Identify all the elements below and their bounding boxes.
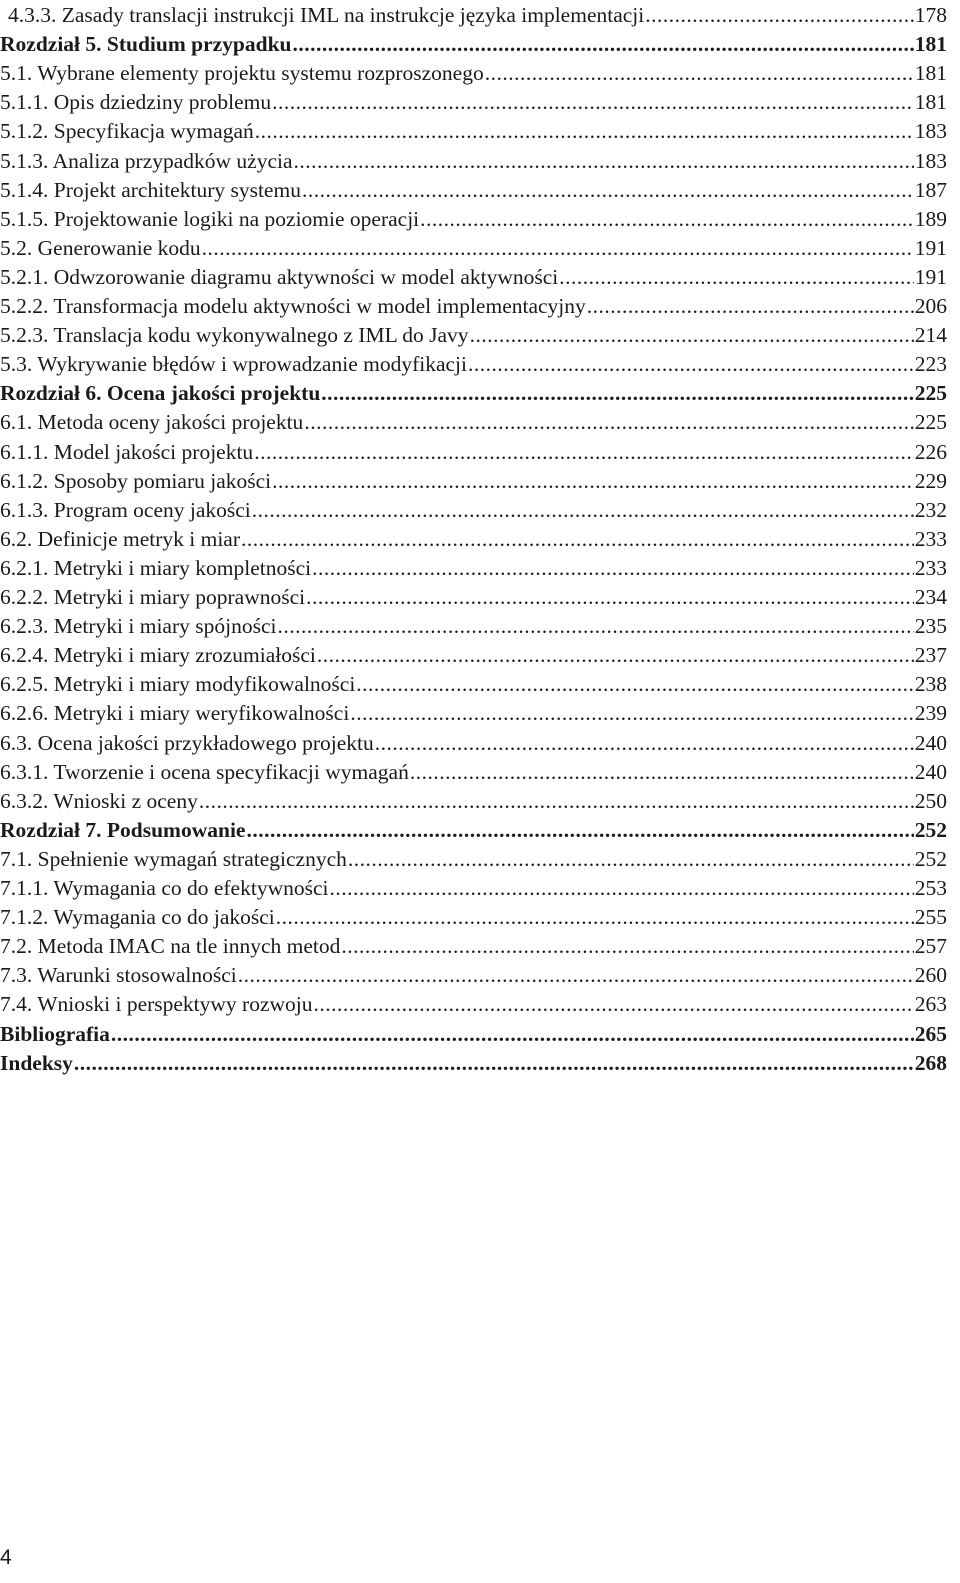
toc-entry[interactable]	[0, 466, 947, 496]
toc-entry-title: 6.2.5. Metryki i miary modyfikowalności	[0, 672, 356, 697]
toc-entry[interactable]	[0, 146, 947, 176]
toc-entry[interactable]	[8, 0, 947, 30]
toc-entry[interactable]	[0, 29, 947, 59]
toc-entry-title: 5.1.5. Projektowanie logiki na poziomie operacji	[0, 206, 420, 231]
toc-entry[interactable]	[0, 786, 947, 816]
toc-entry-title: Rozdział 6. Ocena jakości projektu	[0, 381, 321, 406]
toc-dot-leader	[468, 349, 914, 379]
toc-dot-leader	[255, 116, 914, 146]
toc-entry-page: 234	[914, 585, 947, 609]
toc-entry-page: 183	[914, 148, 947, 173]
toc-entry-title: 5.2.2. Transformacja modelu aktywności w model implementacyjny	[0, 294, 586, 318]
toc-dot-leader	[485, 58, 914, 88]
toc-entry[interactable]	[0, 757, 947, 787]
toc-entry[interactable]	[0, 989, 947, 1019]
toc-entry[interactable]	[0, 960, 947, 990]
toc-entry-title: 6.2.2. Metryki i miary poprawności	[0, 585, 306, 609]
toc-dot-leader	[356, 669, 913, 699]
toc-entry[interactable]	[0, 698, 947, 728]
toc-entry-title: 7.2. Metoda IMAC na tle innych metod	[0, 934, 341, 959]
toc-entry-title: 7.3. Warunki stosowalności	[0, 963, 237, 988]
toc-dot-leader	[348, 844, 914, 874]
toc-entry-title: 6.2.3. Metryki i miary spójności	[0, 614, 277, 639]
toc-entry-page: 239	[914, 701, 947, 726]
toc-entry-page: 255	[914, 905, 947, 930]
toc-entry-page: 268	[914, 1050, 947, 1075]
toc-entry[interactable]	[0, 844, 947, 874]
toc-entry-title: 6.1.1. Model jakości projektu	[0, 439, 254, 464]
toc-entry-title: Rozdział 7. Podsumowanie	[0, 817, 246, 842]
toc-entry-page: 191	[914, 235, 947, 260]
toc-entry[interactable]	[0, 349, 947, 379]
toc-entry-page: 233	[914, 526, 947, 551]
toc-dot-leader	[321, 378, 913, 408]
toc-entry-title: 7.1. Spełnienie wymagań strategicznych	[0, 846, 347, 871]
toc-dot-leader	[254, 437, 914, 467]
toc-entry[interactable]	[0, 1048, 947, 1078]
toc-entry-page: 226	[914, 439, 947, 464]
toc-entry[interactable]	[0, 407, 947, 437]
toc-entry-title: 6.1. Metoda oceny jakości projektu	[0, 410, 304, 435]
toc-dot-leader	[306, 582, 914, 612]
toc-entry-title: 6.3. Ocena jakości przykładowego projektu	[0, 730, 374, 755]
toc-entry[interactable]	[0, 320, 947, 350]
toc-dot-leader	[420, 204, 914, 234]
toc-entry-page: 181	[914, 32, 947, 57]
toc-dot-leader	[272, 87, 914, 117]
toc-entry-page: 181	[914, 61, 947, 86]
toc-entry-page: 178	[914, 3, 947, 27]
toc-entry-page: 225	[914, 410, 947, 435]
toc-dot-leader	[199, 786, 914, 816]
toc-entry-title: 5.2.1. Odwzorowanie diagramu aktywności w model aktywności	[0, 264, 559, 289]
toc-entry-page: 206	[914, 294, 947, 318]
toc-dot-leader	[246, 815, 913, 845]
toc-dot-leader	[294, 146, 914, 176]
toc-entry-title: 7.4. Wnioski i perspektywy rozwoju	[0, 992, 313, 1017]
toc-entry-title: 6.1.2. Sposoby pomiaru jakości	[0, 468, 272, 493]
toc-entry-title: 6.3.1. Tworzenie i ocena specyfikacji wymagań	[0, 759, 409, 784]
toc-entry-page: 225	[914, 381, 947, 406]
toc-entry-page: 223	[914, 352, 947, 377]
toc-entry[interactable]	[0, 553, 947, 583]
toc-entry-title: Bibliografia	[0, 1021, 110, 1046]
toc-entry-page: 214	[914, 323, 947, 348]
toc-entry[interactable]	[0, 815, 947, 845]
toc-entry[interactable]	[0, 1019, 947, 1049]
toc-entry-page: 257	[914, 934, 947, 959]
toc-entry-title: 5.2. Generowanie kodu	[0, 235, 201, 260]
toc-entry-page: 191	[914, 264, 947, 289]
toc-entry-title: 7.1.2. Wymagania co do jakości	[0, 905, 275, 930]
page-number: 4	[0, 1546, 12, 1569]
toc-entry-page: 260	[914, 963, 947, 988]
toc-entry[interactable]	[0, 378, 947, 408]
toc-entry-page: 237	[914, 643, 947, 668]
toc-dot-leader	[350, 698, 913, 728]
toc-entry-page: 187	[914, 177, 947, 202]
toc-entry[interactable]	[0, 437, 947, 467]
toc-dot-leader	[329, 873, 913, 903]
toc-entry-title: Rozdział 5. Studium przypadku	[0, 32, 292, 57]
toc-entry-page: 250	[914, 788, 947, 813]
toc-dot-leader	[276, 902, 914, 932]
toc-entry-title: 4.3.3. Zasady translacji instrukcji IML na instrukcje języka implementacji	[8, 3, 645, 27]
toc-entry-title: 5.1. Wybrane elementy projektu systemu rozproszonego	[0, 61, 484, 86]
toc-entry[interactable]	[0, 495, 947, 525]
toc-dot-leader	[375, 728, 914, 758]
toc-dot-leader	[302, 175, 914, 205]
toc-entry-title: 6.2.1. Metryki i miary kompletności	[0, 555, 312, 580]
toc-dot-leader	[314, 989, 914, 1019]
toc-dot-leader	[304, 407, 913, 437]
toc-entry[interactable]	[0, 640, 947, 670]
toc-entry-page: 253	[914, 876, 947, 900]
toc-entry-title: 5.1.3. Analiza przypadków użycia	[0, 148, 293, 173]
toc-entry-title: Indeksy	[0, 1050, 73, 1075]
toc-dot-leader	[470, 320, 914, 350]
toc-entry[interactable]	[0, 291, 947, 321]
toc-dot-leader	[252, 495, 914, 525]
toc-entry[interactable]	[0, 58, 947, 88]
toc-entry-title: 5.1.4. Projekt architektury systemu	[0, 177, 301, 202]
toc-entry-title: 6.2. Definicje metryk i miar	[0, 526, 241, 551]
toc-entry-page: 238	[914, 672, 947, 697]
toc-entry-title: 5.3. Wykrywanie błędów i wprowadzanie modyfikacji	[0, 352, 467, 377]
toc-entry-title: 5.1.1. Opis dziedziny problemu	[0, 90, 272, 115]
toc-dot-leader	[341, 931, 913, 961]
toc-entry[interactable]	[0, 204, 947, 234]
toc-entry-page: 240	[914, 730, 947, 755]
toc-entry-page: 232	[914, 497, 947, 522]
toc-dot-leader	[202, 233, 914, 263]
toc-entry[interactable]	[0, 582, 947, 612]
toc-entry[interactable]	[0, 175, 947, 205]
toc-entry-title: 6.2.4. Metryki i miary zrozumiałości	[0, 643, 316, 668]
toc-dot-leader	[587, 291, 914, 321]
toc-entry[interactable]	[0, 669, 947, 699]
toc-entry-page: 240	[914, 759, 947, 784]
toc-entry-page: 181	[914, 90, 947, 115]
toc-entry-page: 189	[914, 206, 947, 231]
toc-entry-title: 7.1.1. Wymagania co do efektywności	[0, 876, 329, 900]
toc-dot-leader	[293, 29, 914, 59]
toc-entry-page: 183	[914, 119, 947, 144]
toc-dot-leader	[278, 611, 914, 641]
toc-entry-page: 233	[914, 555, 947, 580]
toc-dot-leader	[645, 0, 914, 30]
toc-entry-title: 6.3.2. Wnioski z oceny	[0, 788, 198, 813]
toc-entry[interactable]	[0, 87, 947, 117]
toc-dot-leader	[272, 466, 914, 496]
toc-dot-leader	[241, 524, 914, 554]
toc-entry[interactable]	[0, 873, 947, 903]
toc-entry-page: 235	[914, 614, 947, 639]
toc-entry-page: 265	[914, 1021, 947, 1046]
toc-entry-title: 5.1.2. Specyfikacja wymagań	[0, 119, 254, 144]
toc-entry[interactable]	[0, 611, 947, 641]
toc-entry-title: 6.2.6. Metryki i miary weryfikowalności	[0, 701, 350, 726]
toc-dot-leader	[317, 640, 914, 670]
toc-dot-leader	[74, 1048, 914, 1078]
toc-dot-leader	[410, 757, 914, 787]
toc-entry-title: 5.2.3. Translacja kodu wykonywalnego z IML do Javy	[0, 323, 469, 348]
toc-entry[interactable]	[0, 233, 947, 263]
toc-dot-leader	[111, 1019, 914, 1049]
toc-entry[interactable]	[0, 524, 947, 554]
toc-dot-leader	[559, 262, 913, 292]
toc-entry-page: 252	[914, 817, 947, 842]
toc-entry[interactable]	[0, 116, 947, 146]
toc-dot-leader	[238, 960, 914, 990]
toc-entry-page: 229	[914, 468, 947, 493]
toc-entry-page: 252	[914, 846, 947, 871]
toc-dot-leader	[312, 553, 914, 583]
toc-entry[interactable]	[0, 931, 947, 961]
toc-entry[interactable]	[0, 262, 947, 292]
toc-entry[interactable]	[0, 728, 947, 758]
toc-entry[interactable]	[0, 902, 947, 932]
toc-entry-page: 263	[914, 992, 947, 1017]
toc-entry-title: 6.1.3. Program oceny jakości	[0, 497, 251, 522]
